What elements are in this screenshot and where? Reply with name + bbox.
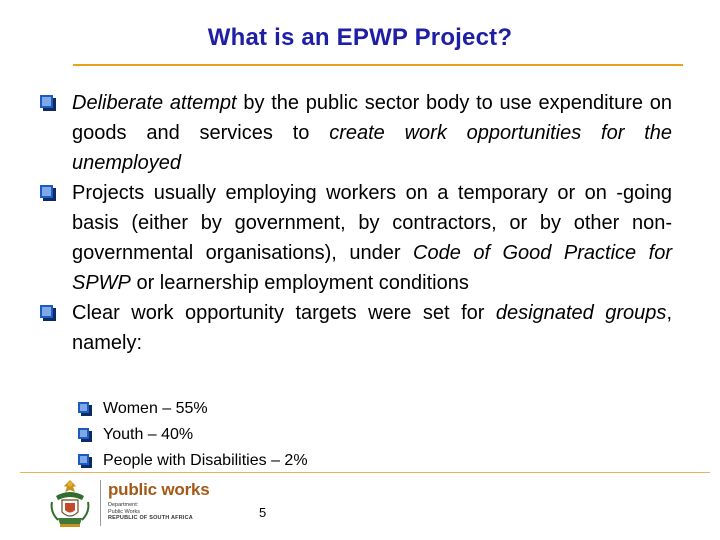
square-bullet-icon: [78, 428, 92, 442]
bullet-text: Clear work opportunity targets were set for: [72, 302, 496, 324]
logo-divider: [100, 480, 101, 526]
coat-of-arms-icon: [46, 478, 94, 530]
page-number: 5: [259, 505, 267, 520]
bullet-item: [40, 88, 672, 178]
sub-bullet-text: People with Disabilities – 2%: [103, 452, 308, 469]
sub-bullet-item: [78, 448, 478, 474]
bullet-text-emphasis: designated groups: [495, 302, 667, 324]
sub-bullet-item: [78, 396, 478, 422]
brand-line: Department:: [108, 502, 139, 508]
footer-rule: [20, 472, 710, 473]
bullet-item: [40, 178, 672, 298]
square-bullet-icon: [78, 402, 92, 416]
square-bullet-icon: [40, 305, 57, 322]
sub-bullet-text: Women – 55%: [103, 400, 208, 417]
brand-line: REPUBLIC OF SOUTH AFRICA: [108, 515, 193, 521]
bullet-text: by the public sector body to use expenditure on goods and services to: [72, 92, 672, 144]
bullet-text-emphasis: Deliberate attempt: [72, 92, 237, 114]
sub-bullet-list: [78, 396, 478, 474]
bullet-text-emphasis: Code of Good Practice for SPWP: [72, 242, 673, 294]
bullet-text: , namely:: [72, 302, 672, 354]
square-bullet-icon: [40, 95, 57, 112]
bullet-item: [40, 298, 672, 358]
sub-bullet-item: [78, 422, 478, 448]
slide-title: What is an EPWP Project?: [207, 24, 513, 51]
bullet-list: [40, 88, 672, 358]
brand-subtitle: [108, 502, 208, 522]
title-rule: [73, 64, 683, 66]
square-bullet-icon: [78, 454, 92, 468]
sub-bullet-text: Youth – 40%: [103, 426, 194, 443]
square-bullet-icon: [40, 185, 57, 202]
brand-name: public works: [108, 480, 210, 499]
brand-line: Public Works: [108, 508, 140, 515]
bullet-text: Projects usually employing workers on a temporary or on -going basis (either by government, by contractors, or by other non-governmental organisations), under: [72, 182, 672, 264]
bullet-text: or learnership employment conditions: [130, 272, 469, 294]
bullet-text-emphasis: create work opportunities for the unemployed: [72, 122, 672, 174]
